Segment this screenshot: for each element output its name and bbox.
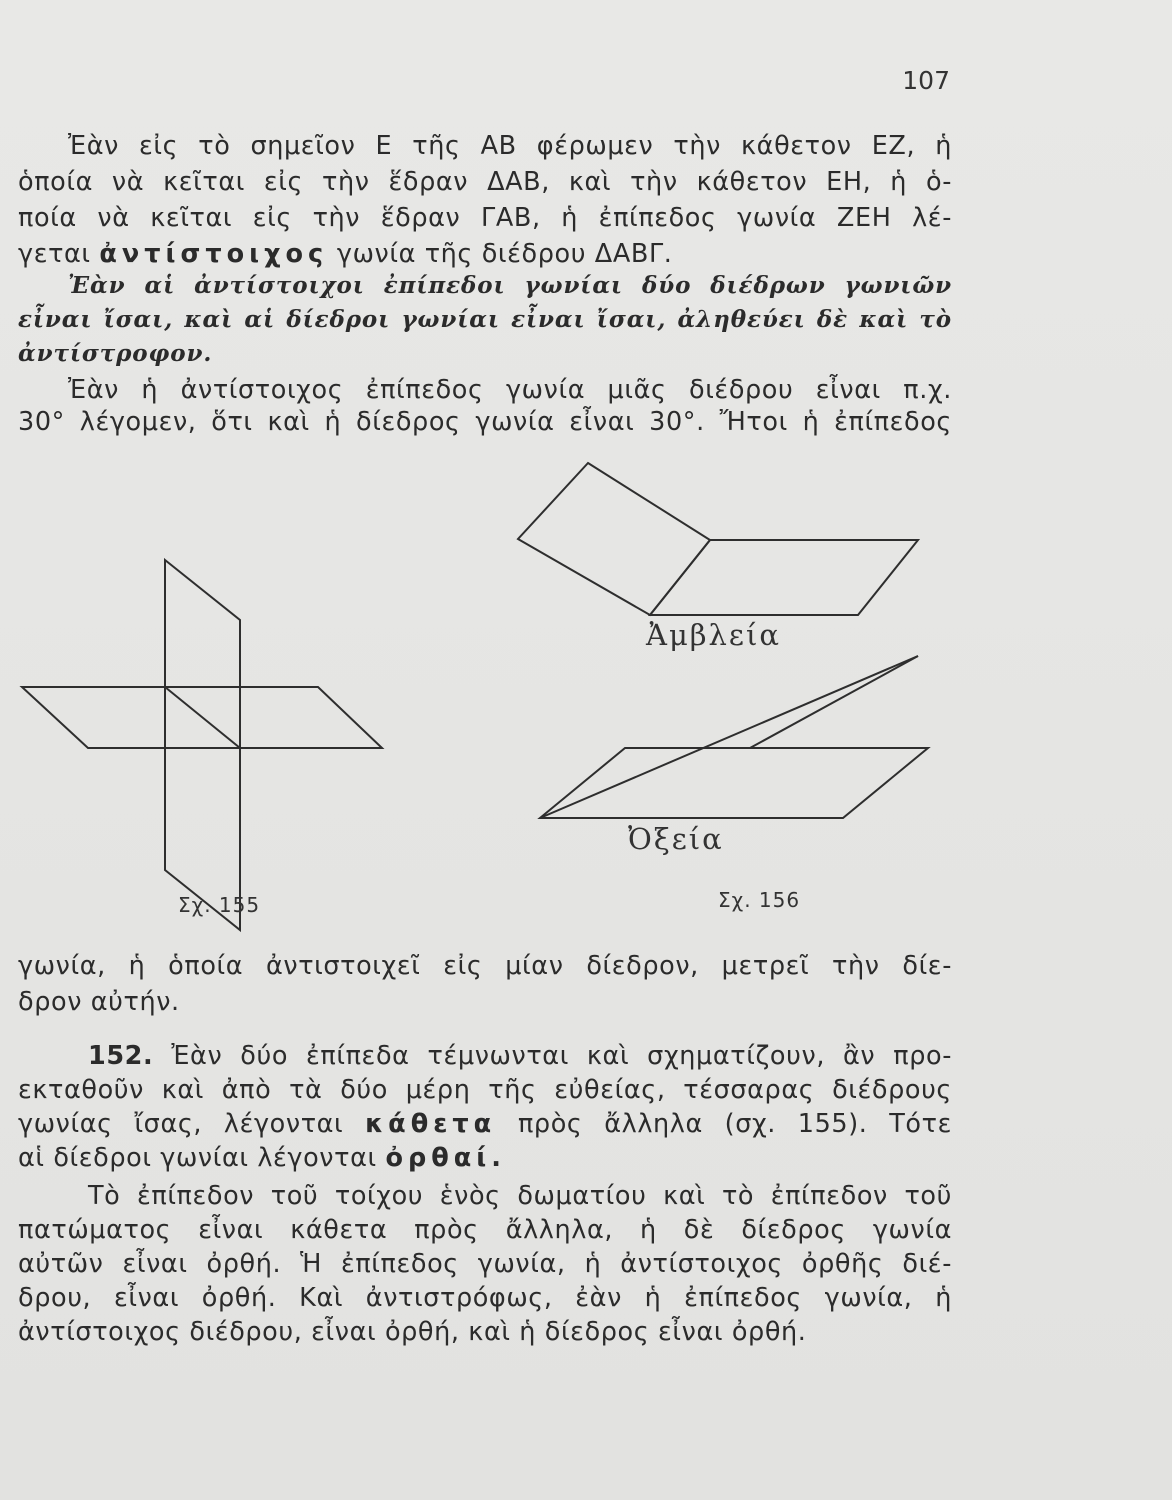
text-line: δρου, εἶναι ὀρθή. Καὶ ἀντιστρόφως, ἐὰν ἡ ἐπίπεδος γωνία, ἡ bbox=[18, 1283, 952, 1313]
text-line: πατώματος εἶναι κάθετα πρὸς ἄλληλα, ἡ δὲ δίεδρος γωνία bbox=[18, 1215, 952, 1245]
figure-caption-155: Σχ. 155 bbox=[178, 893, 261, 917]
acute-angle-label: Ὀξεία bbox=[628, 822, 724, 856]
section-number: 152. bbox=[88, 1041, 154, 1071]
text-line: 30° λέγομεν, ὅτι καὶ ἡ δίεδρος γωνία εἶναι 30°. Ἤτοι ἡ ἐπίπεδος bbox=[18, 407, 952, 437]
text-run: γωνίας ἴσας, λέγονται bbox=[18, 1109, 344, 1139]
fig156-acute-plane-a bbox=[540, 748, 928, 818]
fig156-acute-plane-b-edge bbox=[540, 656, 918, 818]
obtuse-angle-label: Ἀμβλεία bbox=[646, 618, 781, 652]
text-line: Τὸ ἐπίπεδον τοῦ τοίχου ἑνὸς δωματίου καὶ τὸ ἐπίπεδον τοῦ bbox=[88, 1181, 952, 1211]
fig155-vertical-plane bbox=[165, 560, 240, 930]
text-run: γεται bbox=[18, 239, 91, 269]
text-line bbox=[18, 1142, 958, 1174]
text-run: πρὸς ἄλληλα (σχ. 155). Τότε bbox=[517, 1109, 952, 1139]
text-line: εκταθοῦν καὶ ἀπὸ τὰ δύο μέρη τῆς εὐθείας, τέσσαρας διέδρους bbox=[18, 1075, 952, 1105]
page-number: 107 bbox=[902, 66, 950, 95]
text-line: αὐτῶν εἶναι ὀρθή. Ἡ ἐπίπεδος γωνία, ἡ ἀντίστοιχος ὀρθῆς διέ- bbox=[18, 1249, 952, 1279]
text-run: αἱ δίεδροι γωνίαι λέγονται bbox=[18, 1143, 377, 1173]
figure-caption-156: Σχ. 156 bbox=[718, 888, 801, 912]
fig156-obtuse-plane-a bbox=[518, 463, 710, 615]
emphasized-term: ὀρθαί. bbox=[385, 1143, 506, 1173]
text-line: ποία νὰ κεῖται εἰς τὴν ἕδραν ΓΑΒ, ἡ ἐπίπεδος γωνία ΖΕΗ λέ- bbox=[18, 203, 952, 233]
text-line: Ἐὰν εἰς τὸ σημεῖον Ε τῆς ΑΒ φέρωμεν τὴν κάθετον ΕΖ, ἡ bbox=[68, 131, 952, 161]
theorem-line: εἶναι ἴσαι, καὶ αἱ δίεδροι γωνίαι εἶναι ἴσαι, ἀληθεύει δὲ καὶ τὸ bbox=[18, 306, 952, 333]
text-run: γωνία τῆς διέδρου ΔΑΒΓ. bbox=[336, 239, 673, 269]
theorem-line: Ἐὰν αἱ ἀντίστοιχοι ἐπίπεδοι γωνίαι δύο διέδρων γωνιῶν bbox=[68, 272, 952, 299]
text-line: ἀντίστοιχος διέδρου, εἶναι ὀρθή, καὶ ἡ δίεδρος εἶναι ὀρθή. bbox=[18, 1317, 807, 1347]
section-line bbox=[88, 1040, 952, 1072]
emphasized-term: κάθετα bbox=[365, 1109, 497, 1139]
text-line: δρον αὐτήν. bbox=[18, 987, 180, 1017]
text-run: Ἐὰν δύο ἐπίπεδα τέμνωνται καὶ σχηματίζουν, ἂν προ- bbox=[171, 1041, 952, 1071]
text-line: Ἐὰν ἡ ἀντίστοιχος ἐπίπεδος γωνία μιᾶς διέδρου εἶναι π.χ. bbox=[68, 375, 952, 405]
fig156-acute-plane-b-edge bbox=[750, 656, 918, 748]
emphasized-term: ἀντίστοιχος bbox=[99, 239, 329, 269]
text-line: ὁποία νὰ κεῖται εἰς τὴν ἕδραν ΔΑΒ, καὶ τὴν κάθετον ΕΗ, ἡ ὁ- bbox=[18, 167, 952, 197]
text-line bbox=[18, 1108, 952, 1140]
fig155-intersection-line bbox=[165, 687, 240, 748]
theorem-line: ἀντίστροφον. bbox=[18, 340, 213, 367]
fig156-obtuse-plane-b bbox=[650, 540, 918, 615]
text-line: γωνία, ἡ ὁποία ἀντιστοιχεῖ εἰς μίαν δίεδρον, μετρεῖ τὴν δίε- bbox=[18, 951, 952, 981]
